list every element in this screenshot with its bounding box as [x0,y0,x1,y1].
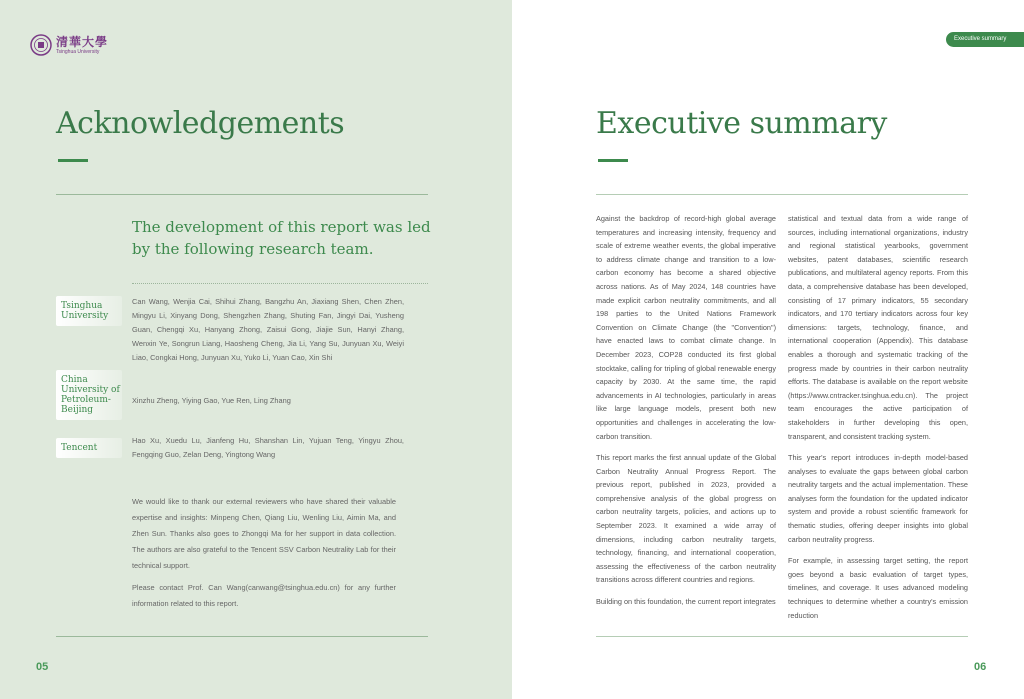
col2-paragraph: This year's report introduces in-depth model-based analyses to evaluate the gaps between global carbon neutrality targets and the actual implementation. These analyses form the foundation for the updated indicator system and provide a robust scientific framework for thematic studies, offering deeper insights into global carbon neutrality progress. [788,453,968,544]
institution-label-tsinghua: Tsinghua University [56,296,122,326]
section-tab: Executive summary [946,32,1024,47]
logo-name-cn: 清華大學 [56,34,109,49]
bottom-divider [56,636,428,637]
top-divider-right [596,194,968,195]
col2-paragraph: statistical and textual data from a wide range of sources, including international organizations, industry and regional statistical yearbooks, government websites, patent databases, scientific research publications, and multilateral agency reports. From this data, a comprehensive database has been developed, consisting of 17 primary indicators, 55 secondary indicators, and 170 tertiary indicators across four key dimensions: targets, technology, finance, and international cooperation (Appendix). This database enables a thorough and systematic tracking of the progress made by countries in their carbon neutrality efforts. The database is available on the report website (https://www.cntracker.tsinghua.edu.cn). The project team encourages the active participation of stakeholders in further developing this open, transparent, and consistent tracking system. [788,214,968,441]
title-accent-right [598,159,628,162]
title-accent [58,159,88,162]
team-members-tencent: Hao Xu, Xuedu Lu, Jianfeng Hu, Shanshan Lin, Yujuan Teng, Yingyu Zhou, Fengqing Guo, Zelan Deng, Yingtong Wang [132,436,404,459]
top-divider [56,194,428,195]
page-title: Acknowledgements [56,106,345,141]
institution-label-tencent: Tencent [56,438,122,458]
column-2 [788,212,968,630]
logo-name-en: Tsinghua University [56,48,100,55]
col1-paragraph: Against the backdrop of record-high global average temperatures and increasing intensity, frequency and scale of extreme weather events, the global imperative to address climate change and transition to a low-carbon economy has become a shared objective across nations. As of May 2024, 148 countries have made explicit carbon neutrality commitments, and all 198 parties to the United Nations Framework Convention on Climate Change (the "Convention") have enacted laws to combat climate change. In December 2023, COP28 conducted its first global stocktake, calling for tripling of global renewable energy capacity by 2030. At the same time, the rapid advancements in AI technologies, particularly in areas like large language models, present both new opportunities and challenges in accelerating the low-carbon transition. [596,214,776,441]
col1-paragraph: Building on this foundation, the current report integrates [596,597,776,607]
lead-statement: The development of this report was led by the following research team. [132,218,431,258]
acknowledgement-text: We would like to thank our external reviewers who have shared their valuable expertise and insights: Minpeng Chen, Qiang Liu, Wenling Liu, Aimin Ma, and Zhen Sun. Thanks also goes to Zhongqi Ma for her support in data collection. The authors are also grateful to the Tencent SSV Carbon Neutrality Lab for their technical support. [132,497,396,570]
contact-text: Please contact Prof. Can Wang(canwang@tsinghua.edu.cn) for any further information related to this report. [132,583,396,608]
dotted-divider [132,283,428,284]
team-members-tsinghua: Can Wang, Wenjia Cai, Shihui Zhang, Bangzhu An, Jiaxiang Shen, Chen Zhen, Mingyu Li, Xinyang Dong, Shengzhen Zhang, Shuting Fan, Jingyi Dai, Yusheng Guan, Chengqi Xu, Hanyang Zhong, Zaisui Gong, Jiajie Sun, Hanyi Zhang, Wenxin Ye, Songrun Liang, Haosheng Cheng, Jia Li, Yang Su, Junyuan Xu, Weiyi Liao, Congkai Hong, Junyuan Xu, Yuko Li, Yuan Cao, Xin Shi [132,297,404,362]
page-number-right: 06 [974,661,987,673]
institution-label-cupb: China University of Petroleum-Beijing [56,370,122,420]
col1-paragraph: This report marks the first annual update of the Global Carbon Neutrality Annual Progress Report. The previous report, published in 2023, provided a comprehensive analysis of the global progress on carbon neutrality targets, policies, and actions up to September 2023. It examined a wide array of dimensions, including carbon neutrality targets, technology, financing, and international cooperation, assessing the effectiveness of the carbon neutrality transitions across different countries and regions. [596,453,776,585]
column-1 [596,212,776,617]
seal-icon [30,34,52,56]
col2-paragraph: For example, in assessing target setting, the report goes beyond a basic evaluation of target types, timelines, and coverage. It uses advanced modeling techniques to determine whether a country's emission reduction [788,556,968,620]
section-title: Executive summary [596,106,887,141]
bottom-divider-right [596,636,968,637]
page-number-left: 05 [36,661,49,673]
university-logo [30,34,108,56]
team-members-cupb: Xinzhu Zheng, Yiying Gao, Yue Ren, Ling Zhang [132,396,291,405]
